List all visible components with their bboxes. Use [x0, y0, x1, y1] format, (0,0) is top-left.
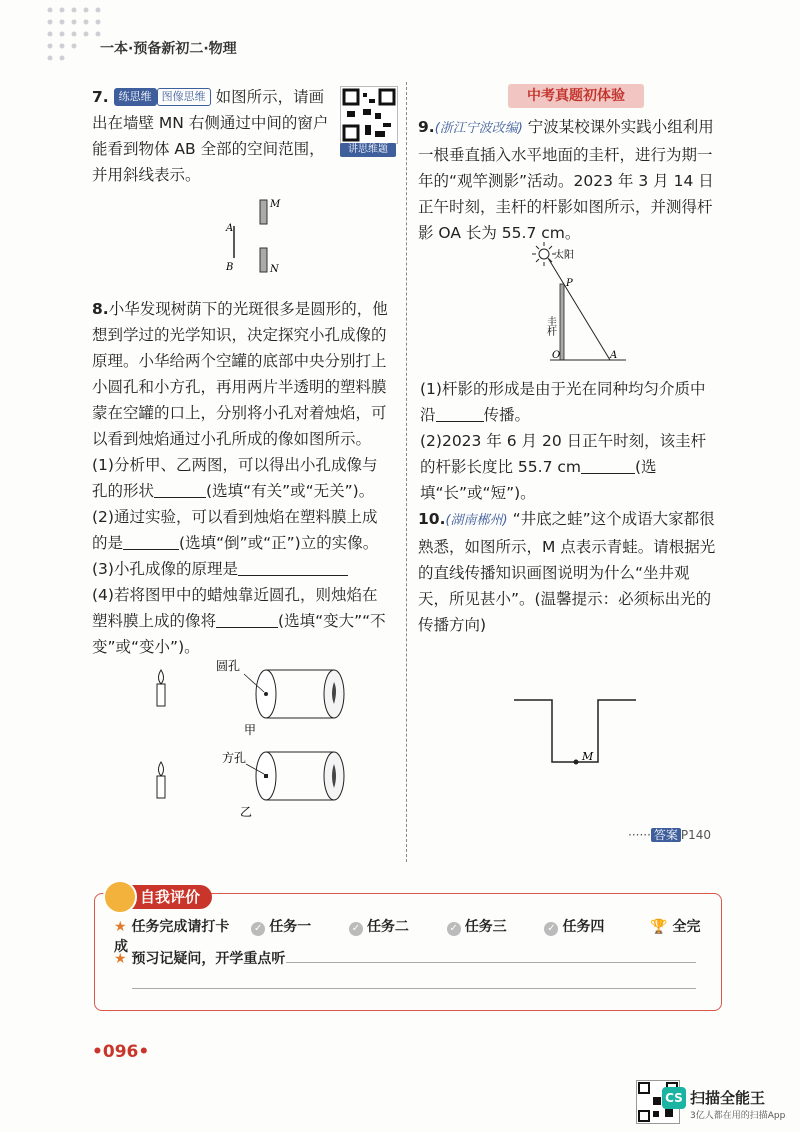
trophy-icon: 🏆 — [650, 919, 668, 935]
qr-code[interactable] — [340, 86, 398, 144]
all-done-checkbox[interactable]: 🏆 全完成 — [114, 919, 701, 955]
star-icon: ★ — [114, 919, 127, 935]
figure-pinhole-camera — [140, 650, 370, 830]
figure-wall-window — [220, 192, 290, 278]
label-square-hole: 方孔 — [222, 751, 247, 765]
light-ray — [548, 258, 610, 360]
question-text: 如图所示，请画出在墙壁 MN 右侧通过中间的窗户能看到物体 AB 全部的空间范围，并用斜线表示。 — [92, 88, 329, 184]
question-number: 9. — [418, 118, 435, 136]
wall-lower — [260, 248, 267, 272]
notes-label: 预习记疑问，开学重点听 — [131, 951, 286, 967]
can-round-hole — [256, 670, 344, 718]
question-9-parts — [420, 376, 720, 506]
check-icon: ✓ — [447, 922, 461, 936]
task-checkbox-1[interactable]: ✓ 任务一 — [251, 919, 311, 935]
part-2-text: (2)通过实验，可以看到烛焰在塑料膜上成的是 — [92, 508, 378, 552]
label-round-hole: 圆孔 — [216, 659, 241, 673]
label-o: O — [552, 350, 561, 361]
header-title: 一本·预备新初二·物理 — [100, 41, 237, 57]
camscanner-tagline: 3亿人都在用的扫描App — [690, 1111, 786, 1121]
question-number: 10. — [418, 510, 446, 528]
medal-icon — [103, 880, 137, 914]
label-m: M — [270, 199, 281, 210]
label-jia: 甲 — [244, 723, 257, 737]
question-text: 宁波某校课外实践小组利用一根垂直插入水平地面的圭杆，进行为期一年的“观竿测影”活动。2023 年 3 月 14 日正午时刻，圭杆的杆影如图所示，并测得杆影 OA 长为 55.7 cm。 — [418, 118, 714, 242]
part-3-text: (3)小孔成像的原理是 — [92, 560, 238, 578]
label-p: P — [566, 278, 573, 289]
camscanner-logo: CS — [662, 1087, 686, 1109]
question-text: “井底之蛙”这个成语大家都很熟悉，如图所示，M 点表示青蛙。请根据光的直线传播知识画图说明为什么“坐井观天，所见甚小”。(温馨提示：必须标出光的传播方向) — [418, 510, 716, 634]
label-n: N — [270, 264, 279, 275]
answer-blank[interactable] — [238, 559, 348, 576]
check-icon: ✓ — [251, 922, 265, 936]
part-1-text: (1)杆影的形成是由于光在同种均匀介质中沿 — [420, 380, 706, 424]
figure-well-frog — [510, 696, 640, 770]
label-a: A — [610, 350, 618, 361]
qr-code-label: 讲思维题 — [340, 143, 396, 157]
task-checkbox-4[interactable]: ✓ 任务四 — [544, 919, 604, 935]
check-icon: ✓ — [349, 922, 363, 936]
question-7 — [92, 84, 332, 188]
section-banner: 中考真题初体验 — [508, 84, 644, 108]
answer-blank[interactable] — [216, 611, 278, 628]
question-intro: 小华发现树荫下的光斑很多是圆形的，他想到学过的光学知识，决定探究小孔成像的原理。小华给两个空罐的底部中央分别打上小圆孔和小方孔，再用两片半透明的塑料膜蒙在空罐的口上，分别将小孔对着烛焰，可以看到烛焰通过小孔所成的像如图所示。 — [92, 300, 388, 448]
label-b: B — [226, 262, 234, 273]
checkin-label: 任务完成请打卡 — [131, 919, 230, 935]
question-8 — [92, 296, 392, 660]
label-sun: 太阳 — [554, 250, 574, 261]
wall-upper — [260, 200, 267, 224]
answer-reference[interactable]: ······ 答案 P140 — [628, 828, 712, 842]
task-checkbox-3[interactable]: ✓ 任务三 — [447, 919, 507, 935]
question-number: 7. — [92, 88, 109, 106]
part-4-hint: (选填“变大”“不变”或“变小”)。 — [92, 612, 386, 656]
part-2-hint: (选填“倒”或“正”)立的实像。 — [179, 534, 379, 552]
answer-page: P140 — [680, 828, 712, 842]
question-source: (浙江宁波改编) — [434, 121, 523, 136]
candle-icon — [157, 670, 165, 706]
tag-image-thinking: 图像思维 — [157, 88, 211, 106]
answer-blank[interactable] — [581, 457, 635, 474]
qr-code-pattern — [341, 87, 397, 143]
question-source: (湖南郴州) — [445, 513, 508, 528]
question-10 — [418, 506, 718, 638]
label-yi: 乙 — [240, 805, 253, 819]
question-9 — [418, 114, 718, 246]
part-2-text: (2)2023 年 6 月 20 日正午时刻，该圭杆的杆影长度比 55.7 cm — [420, 432, 707, 476]
sun-icon — [532, 242, 556, 266]
well-outline — [514, 700, 636, 762]
check-icon: ✓ — [544, 922, 558, 936]
column-divider — [406, 82, 407, 862]
self-evaluation-title: 自我评价 — [110, 885, 212, 909]
label-m: M — [582, 750, 594, 763]
answer-blank[interactable] — [436, 405, 484, 422]
question-notes-row — [114, 948, 285, 968]
gnomon-pole — [560, 284, 564, 360]
figure-pole-shadow — [530, 240, 650, 370]
page-number: •096• — [92, 1042, 150, 1062]
question-number: 8. — [92, 300, 109, 318]
candle-icon — [157, 762, 165, 798]
can-square-hole — [256, 752, 344, 800]
part-4-text: (4)若将图甲中的蜡烛靠近圆孔，则烛焰在塑料膜上成的像将 — [92, 586, 378, 630]
answer-label: 答案 — [651, 828, 681, 842]
decorative-dot-grid — [0, 0, 110, 70]
star-icon: ★ — [114, 951, 127, 967]
answer-blank[interactable] — [154, 481, 206, 498]
task-checkbox-2[interactable]: ✓ 任务二 — [349, 919, 409, 935]
notes-line-1[interactable] — [286, 962, 696, 963]
part-1-hint: (选填“有关”或“无关”)。 — [206, 482, 375, 500]
tag-thinking: 练思维 — [114, 88, 157, 106]
label-pole: 圭杆 — [544, 316, 556, 336]
part-1-text: (1)分析甲、乙两图，可以得出小孔成像与孔的形状 — [92, 456, 378, 500]
part-2-hint: (选填“长”或“短”)。 — [420, 458, 657, 502]
answer-blank[interactable] — [123, 533, 179, 550]
frog-point — [574, 760, 579, 765]
part-1-hint: 传播。 — [483, 406, 531, 424]
label-a: A — [226, 223, 234, 234]
notes-line-2[interactable] — [132, 988, 696, 989]
camscanner-name: 扫描全能王 — [690, 1089, 766, 1107]
